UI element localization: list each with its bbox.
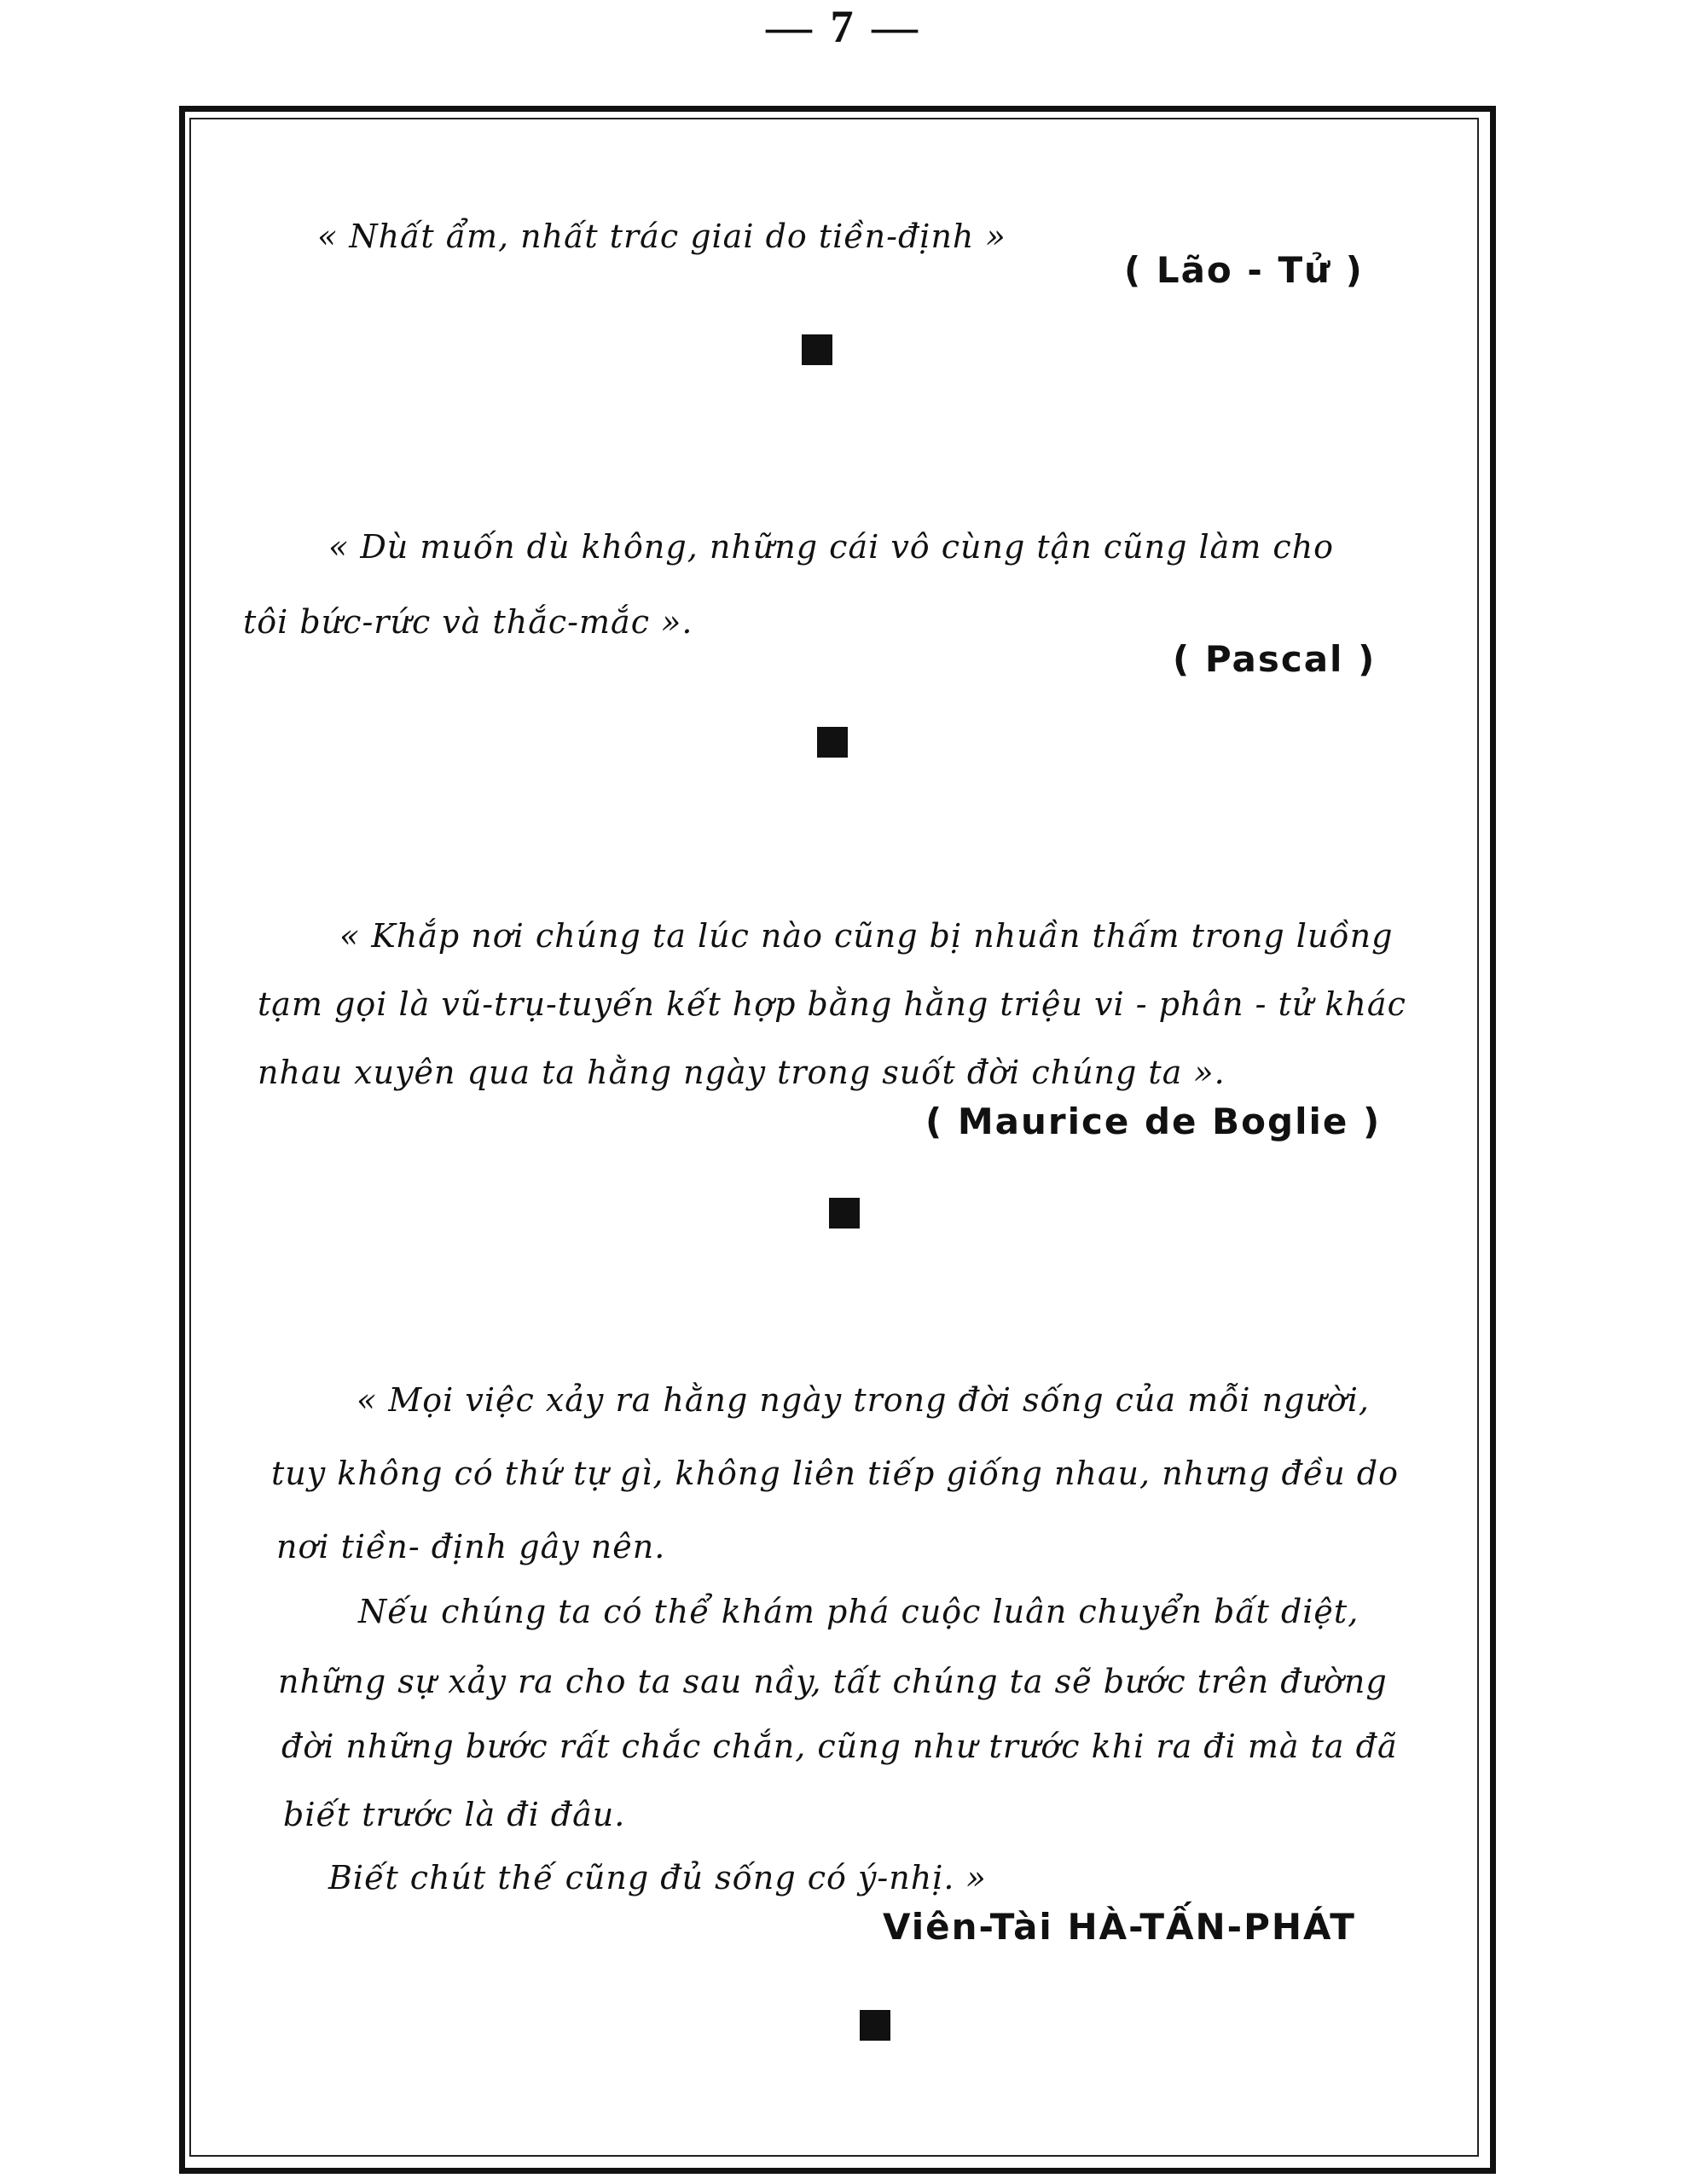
quote-2-line-1: « Dù muốn dù không, những cái vô cùng tận cũng làm cho [328,528,1335,566]
quote-4-line-5: những sự xảy ra cho ta sau nầy, tất chúng ta sẽ bước trên đường [278,1663,1388,1700]
quote-2-author: ( Pascal ) [1173,638,1377,680]
divider-square-2 [817,727,848,758]
page-number: — 7 — [766,1,921,52]
quote-4-line-8: Biết chút thế cũng đủ sống có ý-nhị. » [328,1859,987,1896]
quote-1-line-1: « Nhất ẩm, nhất trác giai do tiền-định » [317,218,1006,255]
quote-2-line-2: tôi bức-rức và thắc-mắc ». [243,603,693,641]
quote-3-author: ( Maurice de Boglie ) [925,1101,1382,1142]
quote-1-author: ( Lão - Tử ) [1124,249,1364,291]
quote-3-line-3: nhau xuyên qua ta hằng ngày trong suốt đời chúng ta ». [258,1054,1226,1091]
quote-4-line-7: biết trước là đi đâu. [283,1796,626,1833]
divider-square-1 [802,334,832,365]
divider-square-3 [829,1198,860,1228]
quote-4-line-2: tuy không có thứ tự gì, không liên tiếp giống nhau, nhưng đều do [271,1455,1399,1492]
quote-4-line-4: Nếu chúng ta có thể khám phá cuộc luân chuyển bất diệt, [358,1593,1359,1630]
quote-3-line-2: tạm gọi là vũ-trụ-tuyến kết hợp bằng hằng triệu vi - phân - tử khác [258,985,1406,1023]
quote-4-line-6: đời những bước rất chắc chắn, cũng như trước khi ra đi mà ta đã [281,1728,1398,1765]
quote-4-line-1: « Mọi việc xảy ra hằng ngày trong đời sống của mỗi người, [357,1381,1371,1419]
quote-4-line-3: nơi tiền- định gây nên. [276,1528,666,1565]
quote-4-author: Viên-Tài HÀ-TẤN-PHÁT [883,1906,1356,1948]
quote-3-line-1: « Khắp nơi chúng ta lúc nào cũng bị nhuần thấm trong luồng [339,917,1394,955]
divider-square-4 [860,2010,890,2041]
